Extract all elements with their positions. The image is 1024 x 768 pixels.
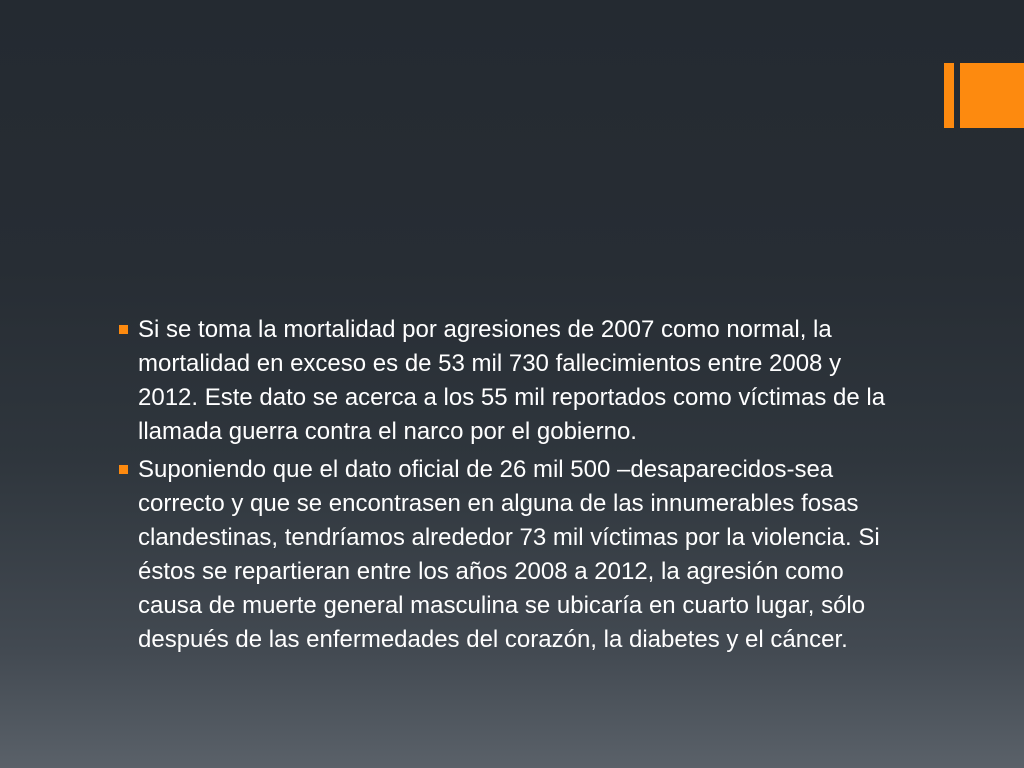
square-bullet-icon: [119, 325, 128, 334]
square-bullet-icon: [119, 465, 128, 474]
bullet-text: Suponiendo que el dato oficial de 26 mil 500 –desaparecidos-sea correcto y que se encontrasen en alguna de las innumerables fosas clandestinas, tendríamos alrededor 73 mil víctimas por la violencia. Si éstos se repartieran entre los años 2008 a 2012, la agresión como causa de muerte general masculina se ubicaría en cuarto lugar, sólo después de las enfermedades del corazón, la diabetes y el cáncer.: [138, 456, 880, 653]
bullet-item: [116, 313, 906, 449]
accent-bar-thick: [960, 63, 1024, 128]
bullet-text: Si se toma la mortalidad por agresiones de 2007 como normal, la mortalidad en exceso es de 53 mil 730 fallecimientos entre 2008 y 2012. Este dato se acerca a los 55 mil reportados como víctimas de la llamada guerra contra el narco por el gobierno.: [138, 316, 886, 445]
accent-bar-thin: [944, 63, 954, 128]
slide-content: [116, 313, 906, 661]
bullet-item: [116, 453, 906, 657]
